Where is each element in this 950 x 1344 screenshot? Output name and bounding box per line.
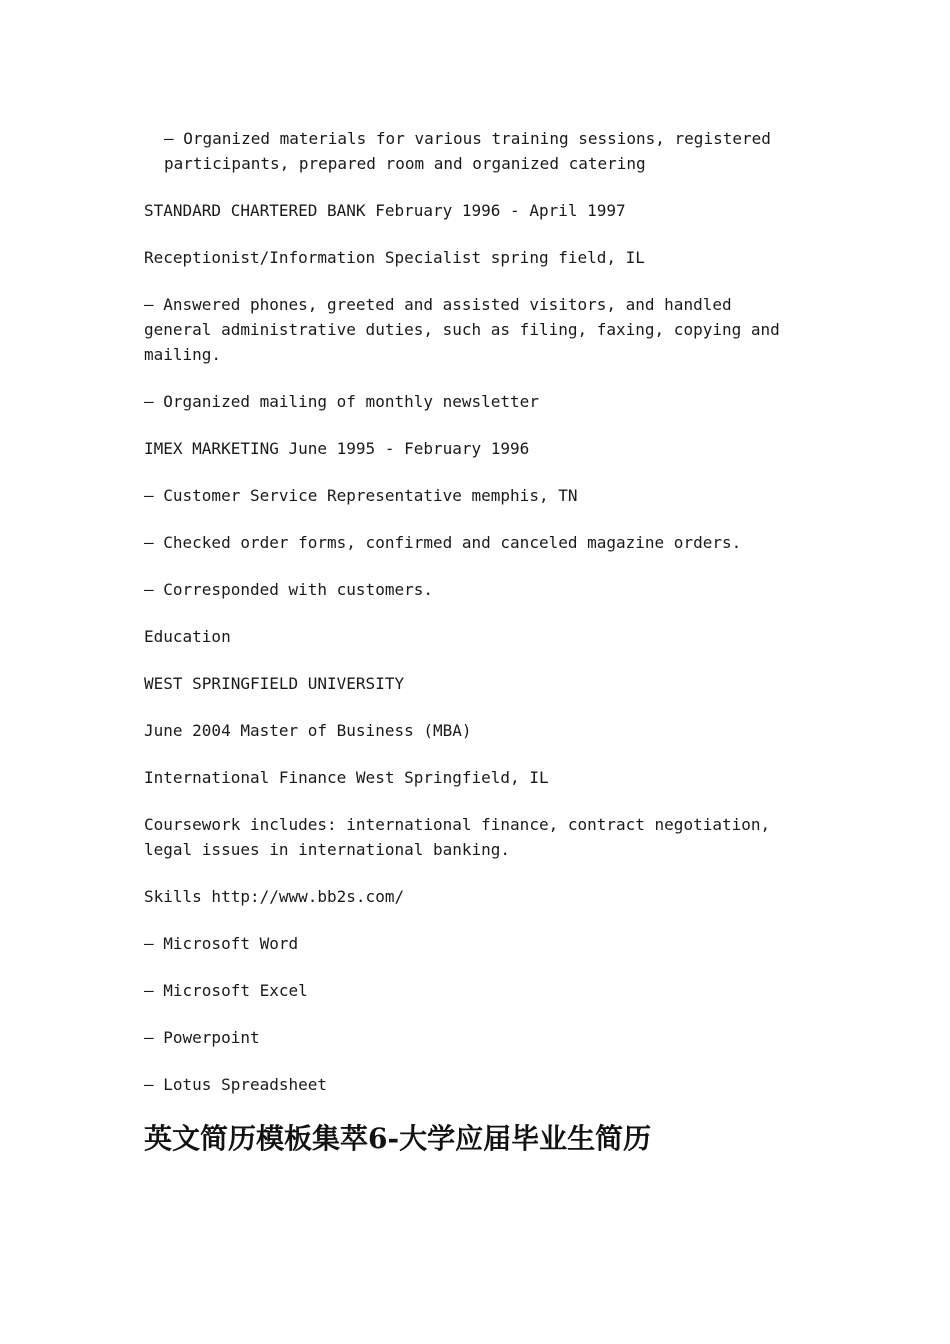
template-heading: 英文简历模板集萃6-大学应届毕业生简历 <box>144 1122 652 1155</box>
coursework: Coursework includes: international finance, contract negotiation, legal issues in international banking. <box>144 815 780 859</box>
skill-word: — Microsoft Word <box>144 934 299 953</box>
section-education: Education <box>144 627 231 646</box>
duty-newsletter: — Organized mailing of monthly newsletter <box>144 392 539 411</box>
document-body <box>144 126 794 1159</box>
duty-corresponded: — Corresponded with customers. <box>144 580 433 599</box>
school-name: WEST SPRINGFIELD UNIVERSITY <box>144 674 405 693</box>
skill-lotus: — Lotus Spreadsheet <box>144 1075 328 1094</box>
job-title-customer-service: — Customer Service Representative memphis, TN <box>144 486 578 505</box>
skill-powerpoint: — Powerpoint <box>144 1028 260 1047</box>
skill-excel: — Microsoft Excel <box>144 981 308 1000</box>
duty-order-forms: — Checked order forms, confirmed and canceled magazine orders. <box>144 533 742 552</box>
major-location: International Finance West Springfield, IL <box>144 768 549 787</box>
employer-imex-marketing: IMEX MARKETING June 1995 - February 1996 <box>144 439 530 458</box>
duty-training-materials: — Organized materials for various training sessions, registered participants, prepared room and organized catering <box>164 129 781 173</box>
degree-line: June 2004 Master of Business (MBA) <box>144 721 472 740</box>
duty-answered-phones: — Answered phones, greeted and assisted visitors, and handled general administrative duties, such as filing, faxing, copying and mailing. <box>144 295 790 364</box>
job-title-receptionist: Receptionist/Information Specialist spring field, IL <box>144 248 645 267</box>
section-skills: Skills http://www.bb2s.com/ <box>144 887 405 906</box>
employer-standard-chartered: STANDARD CHARTERED BANK February 1996 - April 1997 <box>144 201 626 220</box>
